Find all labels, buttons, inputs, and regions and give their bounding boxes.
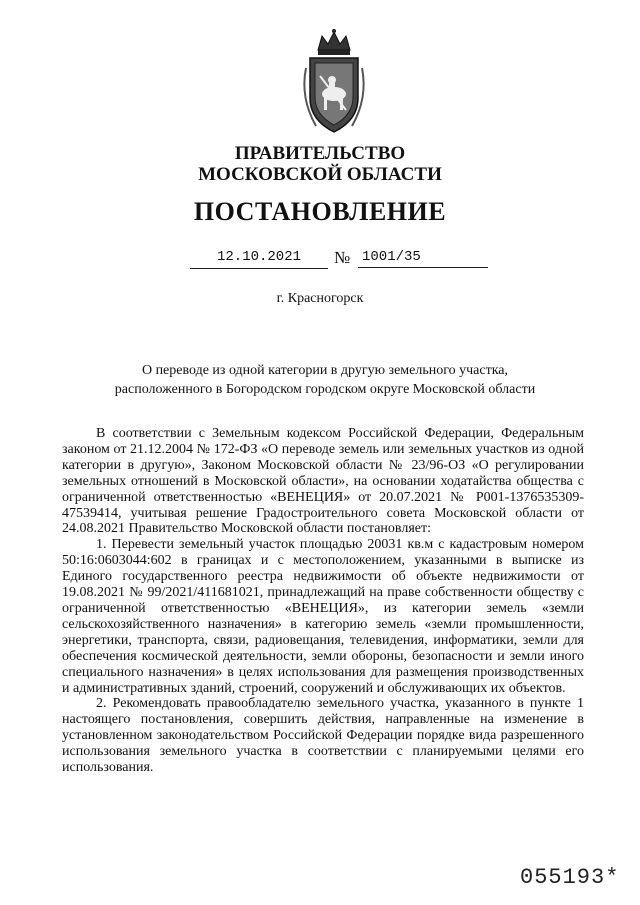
document-number: 1001/35 <box>358 246 488 268</box>
moscow-oblast-coat-of-arms-icon <box>296 28 372 138</box>
item-2-paragraph: 2. Рекомендовать правообладателю земельного участка, указанного в пункте 1 настоящего постановления, совершить действия, направленные на изменение в установленном законодательством Российской Федерации порядке вида разрешенного использования земельного участка в соответствии с планируемыми целями его использования. <box>62 696 584 776</box>
document-date: 12.10.2021 <box>190 246 328 269</box>
government-title-line2: МОСКОВСКОЙ ОБЛАСТИ <box>198 164 442 185</box>
subject-line1: О переводе из одной категории в другую земельного участка, <box>141 363 509 378</box>
document-body <box>62 426 584 776</box>
document-subject <box>90 361 560 399</box>
number-sign: № <box>334 248 351 267</box>
city: г. Красногорск <box>276 291 364 306</box>
date-number-line <box>0 246 640 270</box>
serial-number-stamp: 055193* <box>520 865 620 890</box>
subject-line2: расположенного в Богородском городском округе Московской области <box>114 382 536 397</box>
preamble-paragraph: В соответствии с Земельным кодексом Российской Федерации, Федеральным законом от 21.12.2004 № 172-ФЗ «О переводе земель или земельных участков из одной категории в другую», Законом Московской области № 23/96-ОЗ «О регулировании земельных отношений в Московской области», на основании ходатайства общества с ограниченной ответственностью «ВЕНЕЦИЯ» от 20.07.2021 № Р001-1376535309-47539414, учитывая решение Градостроительного совета Московской области от 24.08.2021 Правительство Московской области постановляет: <box>62 426 584 537</box>
item-1-paragraph: 1. Перевести земельный участок площадью 20031 кв.м с кадастровым номером 50:16:0603044:602 в границах и с местоположением, указанными в выписке из Единого государственного реестра недвижимости об объекте недвижимости от 19.08.2021 № 99/2021/411681021, принадлежащий на праве собственности обществу с ограниченной ответственностью «ВЕНЕЦИЯ», из категории земель «земли сельскохозяйственного назначения» в категорию земель «земли промышленности, энергетики, транспорта, связи, радиовещания, телевидения, информатики, земли для обеспечения космической деятельности, земли обороны, безопасности и земли иного специального назначения» в целях использования для размещения производственных и административных зданий, строений, сооружений и обслуживающих их объектов. <box>62 537 584 696</box>
document-type-title: ПОСТАНОВЛЕНИЕ <box>193 197 447 226</box>
government-title-line1: ПРАВИТЕЛЬСТВО <box>234 143 406 164</box>
